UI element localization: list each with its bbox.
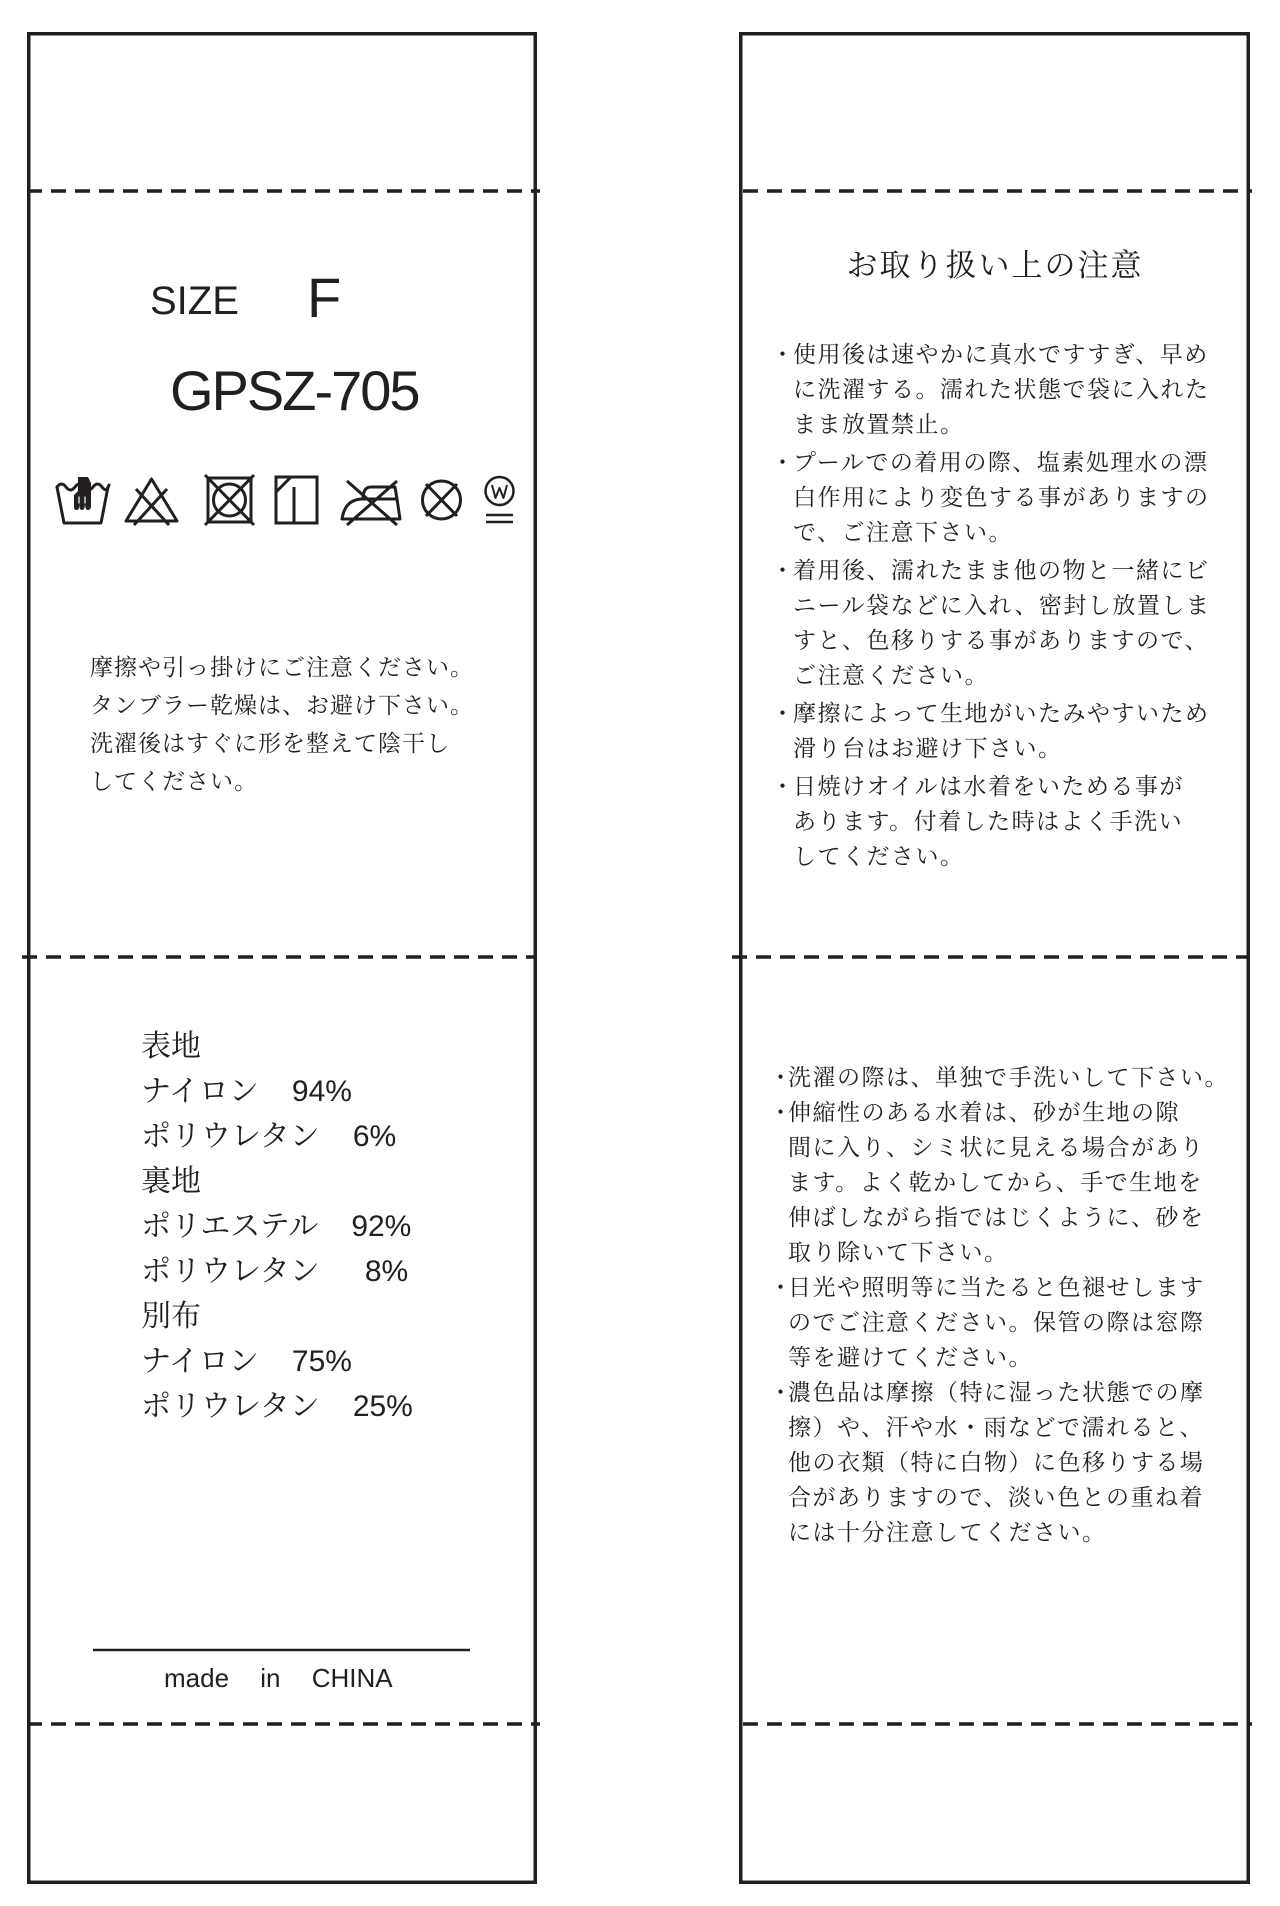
material-name: ポリウレタン [141,1389,320,1424]
care-instruction-line: してください。 [90,769,258,795]
care-note-line: ます。よく乾かしてから、手で生地を [788,1170,1203,1196]
care-note-line: 濃色品は摩擦（特に湿った状態での摩 [788,1380,1205,1406]
care-note-line: には十分注意してください。 [788,1520,1107,1546]
care-note-line: 日焼けオイルは水着をいためる事が [793,774,1184,800]
care-notes-title: お取り扱い上の注意 [846,248,1144,284]
composition-part-heading: 表地 [141,1029,201,1064]
product-code: GPSZ-705 [170,359,419,422]
bullet-mark: ・ [771,558,796,584]
care-note-item [771,446,1210,551]
fabric-composition [141,1024,413,1429]
care-note-item [769,1096,1229,1271]
country-of-origin: made in CHINA [164,1663,393,1693]
bullet-mark: ・ [769,1065,794,1091]
care-note-line: のでご注意ください。保管の際は窓際 [788,1310,1205,1336]
composition-part-heading: 裏地 [141,1164,201,1199]
care-notes-upper [771,338,1211,878]
no-iron-icon [339,473,403,527]
care-note-line: 使用後は速やかに真水ですすぎ、早め [793,342,1209,368]
bullet-mark: ・ [771,774,796,800]
care-note-line: 擦）や、汗や水・雨などで濡れると、 [788,1415,1205,1441]
care-note-line: 洗濯の際は、単独で手洗いして下さい。 [788,1065,1229,1091]
care-note-item [771,697,1210,767]
hand-wash-icon [54,473,111,527]
care-note-line: 等を避けてください。 [788,1345,1033,1371]
care-note-line: 合がありますので、淡い色との重ね着 [788,1485,1205,1511]
line-dry-shade-icon [273,473,320,527]
care-note-line: 白作用により変色する事がありますの [793,485,1210,511]
bullet-mark: ・ [771,450,796,476]
care-note-line: に洗濯する。濡れた状態で袋に入れた [793,377,1210,403]
material-name: ポリウレタン [141,1254,320,1289]
no-dry-clean-icon [418,473,465,527]
composition-row [141,1339,413,1384]
care-note-line: してください。 [793,844,965,870]
material-name: ナイロン [141,1074,259,1109]
composition-row [141,1204,413,1249]
material-percentage: 94% [291,1075,352,1108]
care-note-line: 着用後、濡れたまま他の物と一緒にビ [793,558,1210,584]
material-percentage: 8% [364,1255,409,1288]
care-note-item [769,1376,1229,1551]
care-note-item [769,1061,1229,1096]
care-instruction-line: タンブラー乾燥は、お避け下さい。 [90,693,474,719]
care-instruction-line: 摩擦や引っ掛けにご注意ください。 [90,655,474,681]
care-note-line: ニール袋などに入れ、密封し放置しま [793,593,1211,619]
material-percentage: 25% [352,1390,413,1423]
bullet-mark: ・ [771,342,796,368]
care-instruction-line: 洗濯後はすぐに形を整えて陰干し [90,731,450,757]
no-bleach-icon [123,473,180,527]
composition-row [141,1249,413,1294]
composition-row [141,1384,413,1429]
size-value: F [307,266,342,329]
care-note-line: 伸縮性のある水着は、砂が生地の隙 [788,1100,1180,1126]
care-note-line: 他の衣類（特に白物）に色移りする場 [788,1450,1205,1476]
care-instructions [90,649,474,801]
care-note-line: 間に入り、シミ状に見える場合があり [788,1135,1205,1161]
material-name: ポリエステル [141,1209,319,1244]
care-note-item [769,1271,1229,1376]
composition-part-heading: 別布 [141,1299,201,1334]
care-note-line: プールでの着用の際、塩素処理水の漂 [793,450,1209,476]
care-notes-lower [769,1061,1229,1551]
material-name: ナイロン [141,1344,259,1379]
care-note-line: まま放置禁止。 [793,412,965,438]
care-note-line: 日光や照明等に当たると色褪せします [788,1275,1205,1301]
material-percentage: 75% [291,1345,352,1378]
care-note-line: ご注意ください。 [793,663,989,689]
bullet-mark: ・ [769,1275,794,1301]
material-percentage: 6% [352,1120,397,1153]
care-note-line: あります。付着した時はよく手洗い [793,809,1184,835]
material-name: ポリウレタン [141,1119,320,1154]
bullet-mark: ・ [769,1380,794,1406]
care-note-item [771,554,1211,694]
care-note-item [771,770,1210,875]
no-tumble-dry-icon [203,473,256,527]
care-symbols-row [54,473,524,529]
composition-row [141,1069,413,1114]
care-note-line: すと、色移りする事がありますので、 [793,628,1210,654]
wet-clean-icon [483,473,516,527]
bullet-mark: ・ [771,701,796,727]
material-percentage: 92% [351,1210,412,1243]
care-note-line: 取り除いて下さい。 [788,1240,1009,1266]
care-note-line: 伸ばしながら指ではじくように、砂を [788,1205,1205,1231]
bullet-mark: ・ [769,1100,794,1126]
care-note-line: で、ご注意下さい。 [793,520,1014,546]
care-note-item [771,338,1210,443]
composition-row [141,1114,413,1159]
care-note-line: 摩擦によって生地がいたみやすいため [793,701,1210,727]
care-note-line: 滑り台はお避け下さい。 [793,736,1063,762]
size-label: SIZE [150,279,239,323]
